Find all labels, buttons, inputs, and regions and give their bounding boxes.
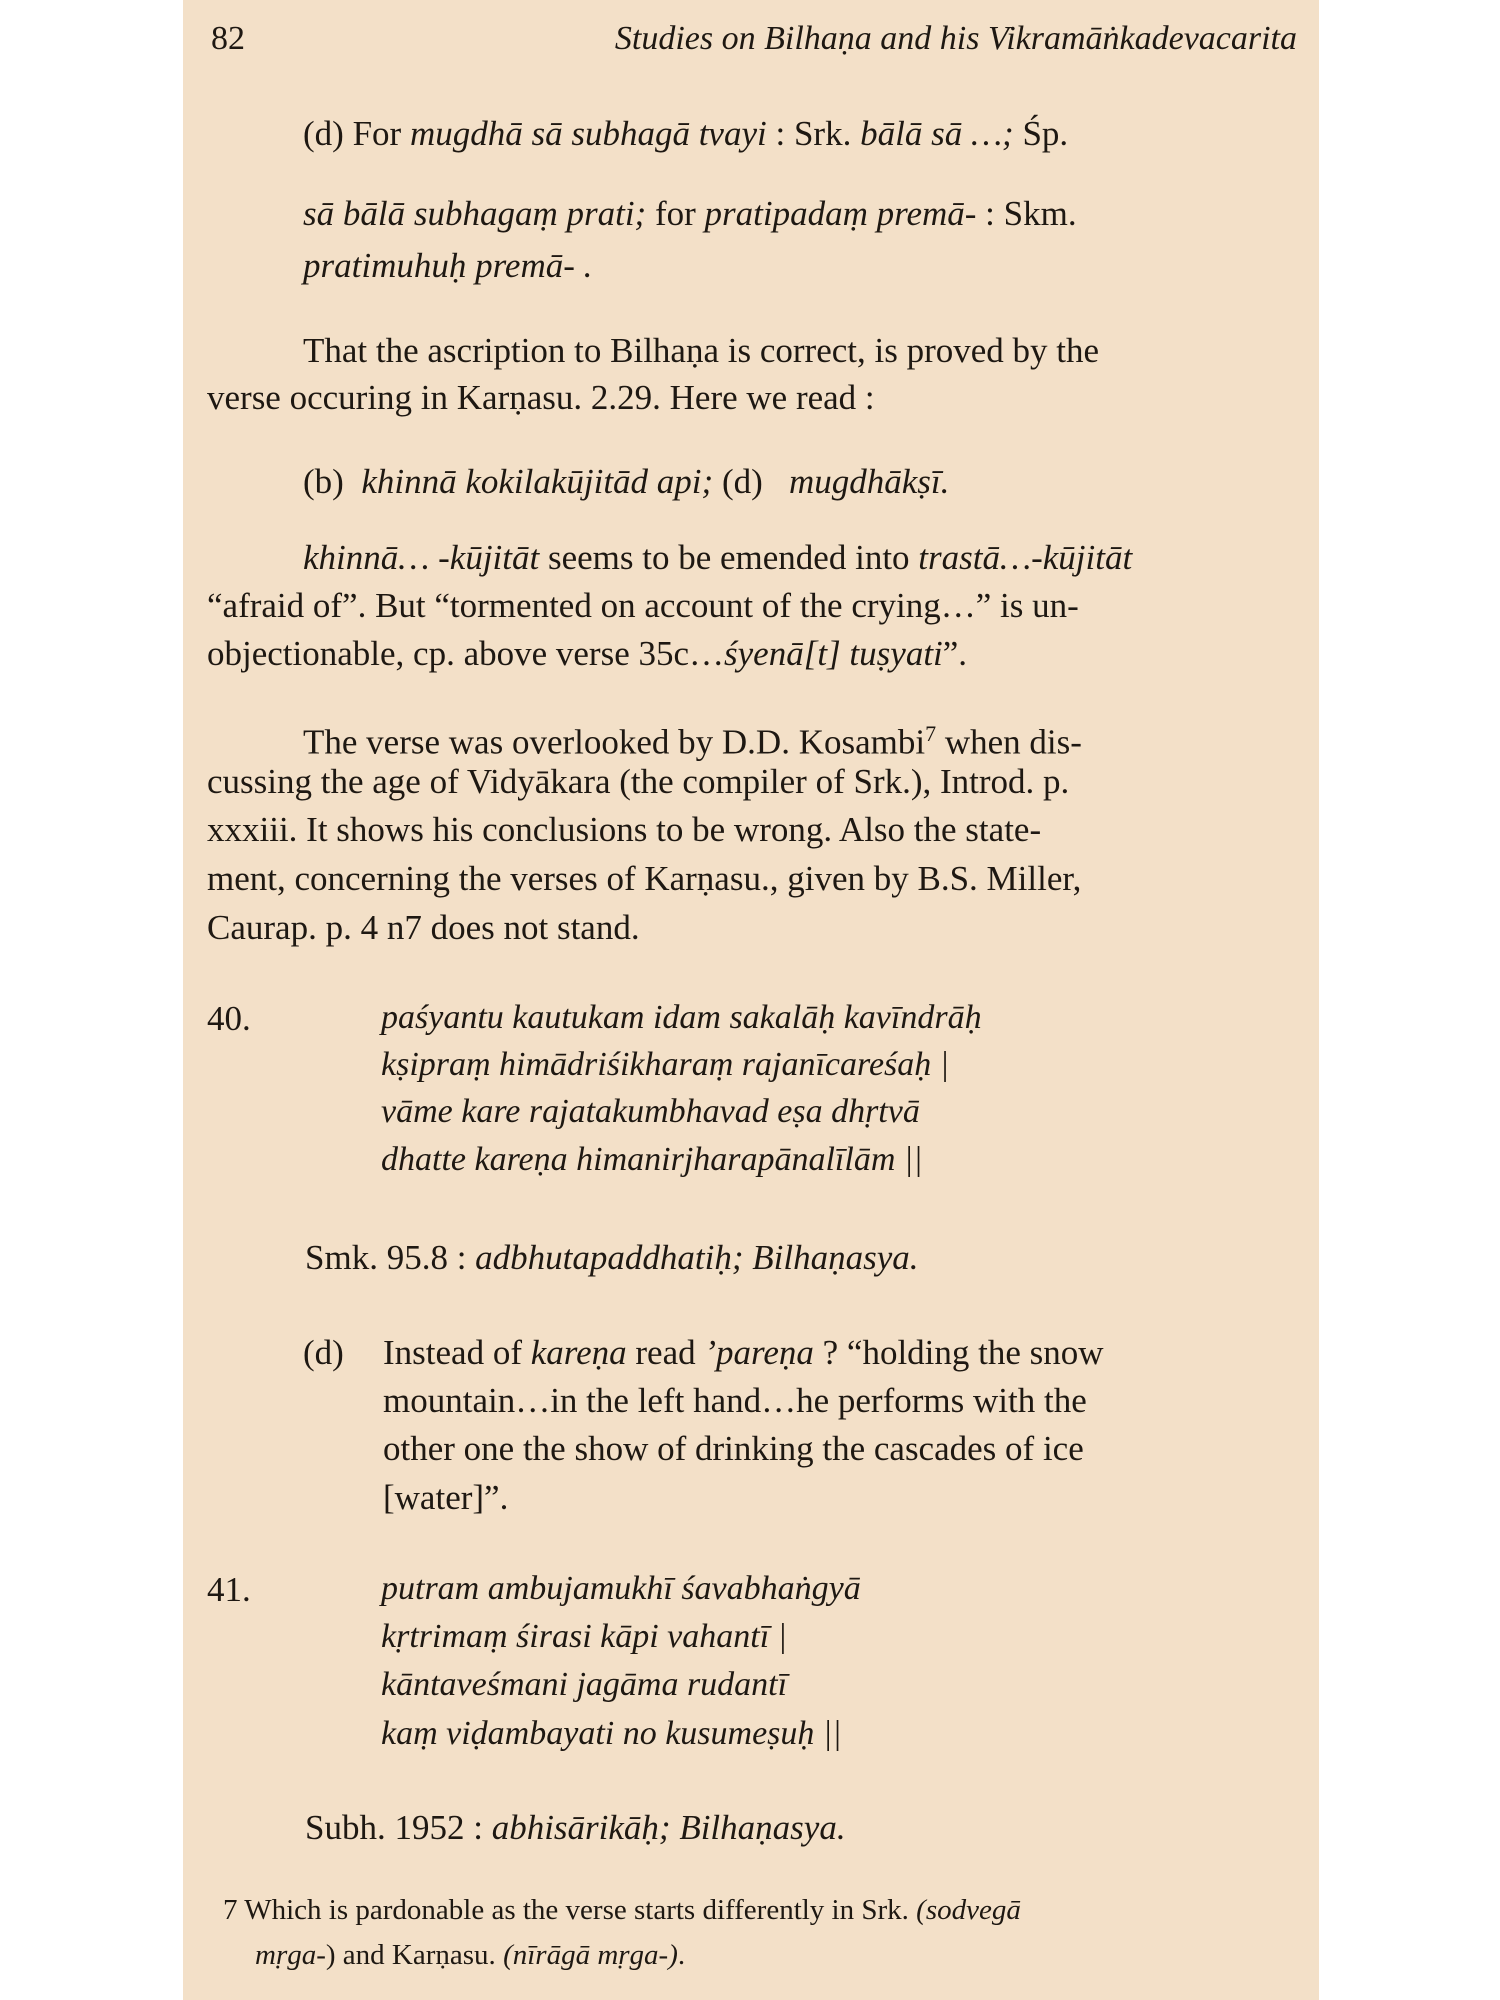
verse-40-note-marker: (d) (303, 1333, 344, 1372)
paragraph-2-line-2: “afraid of”. But “tormented on account of the crying…” is un- (207, 586, 1079, 625)
note-marker: (d) (303, 114, 344, 153)
verse-40-line-4: dhatte kareṇa himanirjharapānalīlām || (381, 1141, 923, 1178)
footnote-line-1: 7 Which is pardonable as the verse starts differently in Srk. (sodvegā (223, 1894, 1021, 1926)
verse-41-line-3: kāntaveśmani jagāma rudantī (381, 1666, 788, 1703)
footnote-ref: 7 (925, 721, 937, 746)
readings-line: (b) khinnā kokilakūjitād api; (d) mugdhākṣī. (303, 462, 950, 501)
page-number: 82 (211, 20, 245, 57)
verse-40-line-2: kṣipraṃ himādriśikharaṃ rajanīcareśaḥ | (381, 1046, 950, 1083)
verse-41-line-2: kṛtrimaṃ śirasi kāpi vahantī | (381, 1618, 788, 1655)
paragraph-3-line-2: cussing the age of Vidyākara (the compiler of Srk.), Introd. p. (207, 762, 1070, 801)
verse-40-note-line-2: mountain…in the left hand…he performs with the (383, 1381, 1087, 1420)
paragraph-1-line-1: That the ascription to Bilhaṇa is correct, is proved by the (303, 331, 1100, 370)
paragraph-1-line-2: verse occuring in Karṇasu. 2.29. Here we read : (207, 378, 875, 417)
paragraph-2-line-1: khinnā… -kūjitāt seems to be emended into trastā…-kūjitāt (303, 538, 1133, 577)
intro-note-line-2: sā bālā subhagaṃ prati; for pratipadaṃ premā- : Skm. (303, 194, 1077, 233)
running-title: Studies on Bilhaṇa and his Vikramāṅkadevacarita (614, 20, 1297, 57)
verse-40-line-1: paśyantu kautukam idam sakalāḥ kavīndrāḥ (381, 999, 982, 1036)
verse-40-note-line-3: other one the show of drinking the cascades of ice (383, 1429, 1084, 1468)
paragraph-3-line-3: xxxiii. It shows his conclusions to be wrong. Also the state- (207, 810, 1042, 849)
book-page (183, 0, 1319, 2000)
paragraph-3-line-4: ment, concerning the verses of Karṇasu., given by B.S. Miller, (207, 859, 1082, 898)
intro-note-line-1: (d) For mugdhā sā subhagā tvayi : Srk. bālā sā …; Śp. (303, 114, 1069, 153)
footnote-line-2: mṛga-) and Karṇasu. (nīrāgā mṛga-). (255, 1939, 686, 1971)
verse-40-source: Smk. 95.8 : adbhutapaddhatiḥ; Bilhaṇasya. (305, 1238, 919, 1277)
paragraph-3-line-1: The verse was overlooked by D.D. Kosambi$^7$ when dis- (303, 721, 1082, 762)
footnote-number: 7 (223, 1894, 238, 1926)
intro-note-line-3: pratimuhuḥ premā- . (303, 246, 593, 285)
verse-41-number: 41. (207, 1570, 251, 1609)
paragraph-3-line-5: Caurap. p. 4 n7 does not stand. (207, 908, 640, 947)
paragraph-2-line-3: objectionable, cp. above verse 35c…śyenā[t] tuṣyati”. (207, 634, 968, 673)
verse-40-note-line-1: Instead of kareṇa read ’pareṇa ? “holding the snow (383, 1333, 1104, 1372)
verse-41-line-1: putram ambujamukhī śavabhaṅgyā (381, 1570, 861, 1607)
verse-40-note-line-4: [water]”. (383, 1478, 509, 1517)
verse-41-line-4: kaṃ viḍambayati no kusumeṣuḥ || (381, 1715, 842, 1752)
verse-40-number: 40. (207, 999, 251, 1038)
verse-40-line-3: vāme kare rajatakumbhavad eṣa dhṛtvā (381, 1093, 920, 1130)
verse-41-source: Subh. 1952 : abhisārikāḥ; Bilhaṇasya. (305, 1808, 846, 1847)
